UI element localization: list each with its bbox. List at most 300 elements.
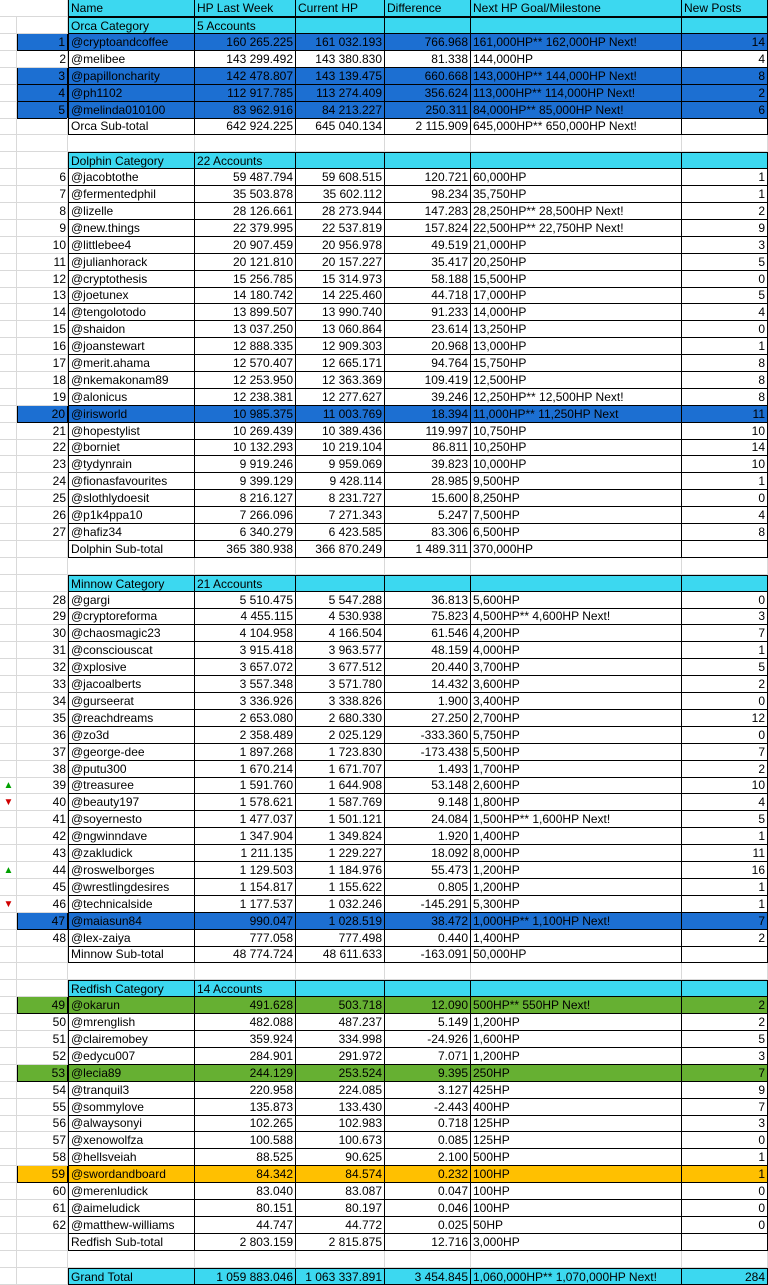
account-name[interactable]: @nkemakonam89 — [68, 372, 195, 389]
row-number[interactable]: 43 — [17, 845, 68, 862]
account-name[interactable]: @lizelle — [68, 203, 195, 220]
row-gutter[interactable] — [0, 761, 17, 778]
hp-last-week-cell[interactable]: 365 380.938 — [195, 541, 296, 558]
difference-cell[interactable]: 0.440 — [385, 930, 471, 947]
row-number[interactable]: 46 — [17, 896, 68, 913]
row-number[interactable] — [17, 558, 68, 575]
new-posts-cell[interactable] — [682, 946, 768, 963]
row-number[interactable]: 22 — [17, 439, 68, 456]
row-gutter[interactable] — [0, 541, 17, 558]
hp-last-week-cell[interactable]: 3 557.348 — [195, 676, 296, 693]
row-number[interactable]: 39 — [17, 777, 68, 794]
row-number[interactable]: 40 — [17, 794, 68, 811]
row-number[interactable]: 31 — [17, 642, 68, 659]
difference-cell[interactable]: 61.546 — [385, 625, 471, 642]
difference-cell[interactable]: 14.432 — [385, 676, 471, 693]
difference-cell[interactable]: 766.968 — [385, 34, 471, 51]
difference-cell[interactable]: 75.823 — [385, 608, 471, 625]
hp-last-week-cell[interactable]: 1 154.817 — [195, 879, 296, 896]
row-number[interactable]: 12 — [17, 271, 68, 288]
next-goal-cell[interactable]: 3,000HP — [471, 1234, 682, 1251]
row-gutter[interactable] — [0, 287, 17, 304]
current-hp-cell[interactable]: 161 032.193 — [296, 34, 385, 51]
account-name[interactable]: @tranquil3 — [68, 1082, 195, 1099]
current-hp-cell[interactable]: 20 956.978 — [296, 237, 385, 254]
row-gutter[interactable] — [0, 811, 17, 828]
account-name[interactable]: @hafiz34 — [68, 524, 195, 541]
row-gutter[interactable] — [0, 1048, 17, 1065]
account-name[interactable]: @okarun — [68, 997, 195, 1014]
difference-cell[interactable]: 356.624 — [385, 85, 471, 102]
row-gutter[interactable] — [0, 828, 17, 845]
account-name[interactable]: @fermentedphil — [68, 186, 195, 203]
current-hp-cell[interactable]: 15 314.973 — [296, 271, 385, 288]
current-hp-cell[interactable]: 1 587.769 — [296, 794, 385, 811]
row-gutter[interactable] — [0, 473, 17, 490]
next-goal-cell[interactable]: 250HP — [471, 1065, 682, 1082]
difference-cell[interactable]: -2.443 — [385, 1099, 471, 1116]
next-goal-cell[interactable]: 6,500HP — [471, 524, 682, 541]
row-number[interactable] — [17, 946, 68, 963]
row-gutter[interactable] — [0, 980, 17, 997]
difference-cell[interactable]: 20.968 — [385, 338, 471, 355]
current-hp-cell[interactable]: 133.430 — [296, 1099, 385, 1116]
new-posts-cell[interactable]: 1 — [682, 1149, 768, 1166]
current-hp-cell[interactable]: 10 389.436 — [296, 423, 385, 440]
row-number[interactable]: 59 — [17, 1166, 68, 1183]
row-gutter[interactable] — [0, 220, 17, 237]
hp-last-week-cell[interactable]: 359.924 — [195, 1031, 296, 1048]
row-number[interactable]: 24 — [17, 473, 68, 490]
account-name[interactable]: @alonicus — [68, 389, 195, 406]
row-gutter[interactable] — [0, 152, 17, 169]
row-gutter[interactable] — [0, 1082, 17, 1099]
next-goal-cell[interactable]: 15,750HP — [471, 355, 682, 372]
hp-last-week-cell[interactable]: 1 129.503 — [195, 862, 296, 879]
next-goal-cell[interactable]: 400HP — [471, 1099, 682, 1116]
next-goal-cell[interactable]: 1,060,000HP** 1,070,000HP Next! — [471, 1268, 682, 1285]
row-number[interactable] — [17, 1251, 68, 1268]
row-number[interactable] — [17, 17, 68, 34]
row-gutter[interactable] — [0, 169, 17, 186]
current-hp-cell[interactable]: 90.625 — [296, 1149, 385, 1166]
row-gutter[interactable] — [0, 1200, 17, 1217]
hp-last-week-cell[interactable]: 88.525 — [195, 1149, 296, 1166]
next-goal-cell[interactable]: 5,750HP — [471, 727, 682, 744]
new-posts-cell[interactable]: 9 — [682, 1082, 768, 1099]
new-posts-cell[interactable]: 1 — [682, 642, 768, 659]
row-gutter[interactable] — [0, 186, 17, 203]
category-cell[interactable] — [682, 152, 768, 169]
next-goal-cell[interactable]: 370,000HP — [471, 541, 682, 558]
subtotal-label[interactable]: Dolphin Sub-total — [68, 541, 195, 558]
empty-cell[interactable] — [296, 135, 385, 152]
next-goal-cell[interactable]: 20,250HP — [471, 254, 682, 271]
current-hp-cell[interactable]: 8 231.727 — [296, 490, 385, 507]
difference-cell[interactable]: 0.046 — [385, 1200, 471, 1217]
new-posts-cell[interactable]: 14 — [682, 34, 768, 51]
new-posts-cell[interactable]: 1 — [682, 828, 768, 845]
next-goal-cell[interactable]: 125HP — [471, 1115, 682, 1132]
row-number[interactable]: 30 — [17, 625, 68, 642]
difference-cell[interactable]: 53.148 — [385, 777, 471, 794]
hp-last-week-cell[interactable]: 4 104.958 — [195, 625, 296, 642]
row-number[interactable]: 1 — [17, 34, 68, 51]
difference-cell[interactable]: 44.718 — [385, 287, 471, 304]
row-gutter[interactable] — [0, 625, 17, 642]
difference-cell[interactable]: -333.360 — [385, 727, 471, 744]
row-number[interactable]: 14 — [17, 304, 68, 321]
hp-last-week-cell[interactable]: 9 399.129 — [195, 473, 296, 490]
hp-last-week-cell[interactable]: 1 059 883.046 — [195, 1268, 296, 1285]
new-posts-cell[interactable]: 4 — [682, 507, 768, 524]
current-hp-cell[interactable]: 291.972 — [296, 1048, 385, 1065]
account-name[interactable]: @julianhorack — [68, 254, 195, 271]
current-hp-cell[interactable]: 11 003.769 — [296, 406, 385, 423]
difference-cell[interactable]: 49.519 — [385, 237, 471, 254]
row-number[interactable]: 5 — [17, 102, 68, 119]
category-count[interactable]: 14 Accounts — [195, 980, 296, 997]
new-posts-cell[interactable]: 1 — [682, 879, 768, 896]
new-posts-cell[interactable]: 0 — [682, 271, 768, 288]
difference-cell[interactable]: 3 454.845 — [385, 1268, 471, 1285]
difference-cell[interactable]: 147.283 — [385, 203, 471, 220]
header-current-hp[interactable]: Current HP — [296, 0, 385, 17]
header-difference[interactable]: Difference — [385, 0, 471, 17]
row-number[interactable]: 60 — [17, 1183, 68, 1200]
row-gutter[interactable] — [0, 406, 17, 423]
next-goal-cell[interactable]: 3,600HP — [471, 676, 682, 693]
account-name[interactable]: @joanstewart — [68, 338, 195, 355]
row-gutter[interactable] — [0, 51, 17, 68]
current-hp-cell[interactable]: 1 184.976 — [296, 862, 385, 879]
account-name[interactable]: @tengolotodo — [68, 304, 195, 321]
row-gutter[interactable] — [0, 203, 17, 220]
next-goal-cell[interactable]: 17,000HP — [471, 287, 682, 304]
next-goal-cell[interactable]: 50HP — [471, 1217, 682, 1234]
account-name[interactable]: @shaidon — [68, 321, 195, 338]
difference-cell[interactable]: 28.985 — [385, 473, 471, 490]
difference-cell[interactable]: 81.338 — [385, 51, 471, 68]
row-gutter[interactable] — [0, 963, 17, 980]
hp-last-week-cell[interactable]: 1 670.214 — [195, 761, 296, 778]
row-gutter[interactable] — [0, 1217, 17, 1234]
difference-cell[interactable]: 5.247 — [385, 507, 471, 524]
current-hp-cell[interactable]: 83.087 — [296, 1183, 385, 1200]
new-posts-cell[interactable]: 2 — [682, 203, 768, 220]
row-number[interactable]: 28 — [17, 592, 68, 609]
new-posts-cell[interactable]: 5 — [682, 287, 768, 304]
category-cell[interactable] — [296, 980, 385, 997]
hp-last-week-cell[interactable]: 2 653.080 — [195, 710, 296, 727]
difference-cell[interactable]: 109.419 — [385, 372, 471, 389]
hp-last-week-cell[interactable]: 12 888.335 — [195, 338, 296, 355]
next-goal-cell[interactable]: 13,250HP — [471, 321, 682, 338]
new-posts-cell[interactable]: 7 — [682, 625, 768, 642]
current-hp-cell[interactable]: 143 139.475 — [296, 68, 385, 85]
category-count[interactable]: 22 Accounts — [195, 152, 296, 169]
current-hp-cell[interactable]: 13 060.864 — [296, 321, 385, 338]
row-gutter[interactable] — [0, 710, 17, 727]
row-gutter[interactable] — [0, 558, 17, 575]
account-name[interactable]: @cryptoandcoffee — [68, 34, 195, 51]
difference-cell[interactable]: 55.473 — [385, 862, 471, 879]
row-number[interactable]: 48 — [17, 930, 68, 947]
header-next-goal[interactable]: Next HP Goal/Milestone — [471, 0, 682, 17]
empty-cell[interactable] — [68, 1251, 195, 1268]
new-posts-cell[interactable]: 5 — [682, 811, 768, 828]
row-gutter[interactable] — [0, 1268, 17, 1285]
row-number[interactable]: 23 — [17, 456, 68, 473]
account-name[interactable]: @ngwinndave — [68, 828, 195, 845]
hp-last-week-cell[interactable]: 642 924.225 — [195, 118, 296, 135]
account-name[interactable]: @maiasun84 — [68, 913, 195, 930]
category-cell[interactable] — [471, 152, 682, 169]
difference-cell[interactable]: 18.394 — [385, 406, 471, 423]
next-goal-cell[interactable]: 3,400HP — [471, 693, 682, 710]
current-hp-cell[interactable]: 12 909.303 — [296, 338, 385, 355]
row-number[interactable]: 6 — [17, 169, 68, 186]
hp-last-week-cell[interactable]: 1 578.621 — [195, 794, 296, 811]
account-name[interactable]: @wrestlingdesires — [68, 879, 195, 896]
empty-cell[interactable] — [68, 558, 195, 575]
account-name[interactable]: @zakludick — [68, 845, 195, 862]
row-gutter[interactable] — [0, 439, 17, 456]
category-cell[interactable] — [385, 980, 471, 997]
next-goal-cell[interactable]: 5,500HP — [471, 744, 682, 761]
account-name[interactable]: @fionasfavourites — [68, 473, 195, 490]
new-posts-cell[interactable]: 7 — [682, 913, 768, 930]
account-name[interactable]: @edycu007 — [68, 1048, 195, 1065]
account-name[interactable]: @xplosive — [68, 659, 195, 676]
next-goal-cell[interactable]: 12,250HP** 12,500HP Next! — [471, 389, 682, 406]
account-name[interactable]: @melibee — [68, 51, 195, 68]
hp-last-week-cell[interactable]: 80.151 — [195, 1200, 296, 1217]
row-number[interactable]: 53 — [17, 1065, 68, 1082]
current-hp-cell[interactable]: 2 680.330 — [296, 710, 385, 727]
row-number[interactable] — [17, 152, 68, 169]
difference-cell[interactable]: 1.900 — [385, 693, 471, 710]
current-hp-cell[interactable]: 12 363.369 — [296, 372, 385, 389]
new-posts-cell[interactable] — [682, 541, 768, 558]
corner-cell[interactable] — [0, 0, 68, 17]
current-hp-cell[interactable]: 2 025.129 — [296, 727, 385, 744]
row-gutter[interactable] — [0, 355, 17, 372]
row-number[interactable]: 19 — [17, 389, 68, 406]
row-gutter[interactable] — [0, 321, 17, 338]
difference-cell[interactable]: 38.472 — [385, 913, 471, 930]
current-hp-cell[interactable]: 3 571.780 — [296, 676, 385, 693]
empty-cell[interactable] — [195, 135, 296, 152]
difference-cell[interactable]: 58.188 — [385, 271, 471, 288]
hp-last-week-cell[interactable]: 142 478.807 — [195, 68, 296, 85]
difference-cell[interactable]: 9.395 — [385, 1065, 471, 1082]
current-hp-cell[interactable]: 59 608.515 — [296, 169, 385, 186]
account-name[interactable]: @jacobtothe — [68, 169, 195, 186]
next-goal-cell[interactable]: 15,500HP — [471, 271, 682, 288]
row-gutter[interactable] — [0, 85, 17, 102]
row-number[interactable]: 20 — [17, 406, 68, 423]
next-goal-cell[interactable]: 84,000HP** 85,000HP Next! — [471, 102, 682, 119]
row-number[interactable]: 49 — [17, 997, 68, 1014]
next-goal-cell[interactable]: 8,000HP — [471, 845, 682, 862]
empty-cell[interactable] — [682, 1251, 768, 1268]
row-number[interactable]: 52 — [17, 1048, 68, 1065]
new-posts-cell[interactable]: 5 — [682, 1031, 768, 1048]
difference-cell[interactable]: 91.233 — [385, 304, 471, 321]
next-goal-cell[interactable]: 11,000HP** 11,250HP Next — [471, 406, 682, 423]
row-gutter[interactable] — [0, 575, 17, 592]
new-posts-cell[interactable]: 1 — [682, 169, 768, 186]
row-number[interactable]: 55 — [17, 1099, 68, 1116]
current-hp-cell[interactable]: 10 219.104 — [296, 439, 385, 456]
next-goal-cell[interactable]: 28,250HP** 28,500HP Next! — [471, 203, 682, 220]
row-number[interactable]: 54 — [17, 1082, 68, 1099]
hp-last-week-cell[interactable]: 100.588 — [195, 1132, 296, 1149]
row-number[interactable]: 25 — [17, 490, 68, 507]
current-hp-cell[interactable]: 113 274.409 — [296, 85, 385, 102]
account-name[interactable]: @xenowolfza — [68, 1132, 195, 1149]
next-goal-cell[interactable]: 125HP — [471, 1132, 682, 1149]
next-goal-cell[interactable]: 4,000HP — [471, 642, 682, 659]
next-goal-cell[interactable]: 13,000HP — [471, 338, 682, 355]
new-posts-cell[interactable]: 5 — [682, 254, 768, 271]
new-posts-cell[interactable]: 12 — [682, 710, 768, 727]
new-posts-cell[interactable]: 8 — [682, 372, 768, 389]
empty-cell[interactable] — [682, 963, 768, 980]
row-number[interactable]: 7 — [17, 186, 68, 203]
row-gutter[interactable] — [0, 17, 17, 34]
subtotal-label[interactable]: Minnow Sub-total — [68, 946, 195, 963]
next-goal-cell[interactable]: 9,500HP — [471, 473, 682, 490]
hp-last-week-cell[interactable]: 2 803.159 — [195, 1234, 296, 1251]
difference-cell[interactable]: 23.614 — [385, 321, 471, 338]
row-gutter[interactable] — [0, 338, 17, 355]
current-hp-cell[interactable]: 1 229.227 — [296, 845, 385, 862]
difference-cell[interactable]: 35.417 — [385, 254, 471, 271]
hp-last-week-cell[interactable]: 22 379.995 — [195, 220, 296, 237]
difference-cell[interactable]: 3.127 — [385, 1082, 471, 1099]
next-goal-cell[interactable]: 1,400HP — [471, 930, 682, 947]
row-gutter[interactable] — [0, 930, 17, 947]
new-posts-cell[interactable]: 3 — [682, 1115, 768, 1132]
empty-cell[interactable] — [68, 963, 195, 980]
hp-last-week-cell[interactable]: 284.901 — [195, 1048, 296, 1065]
row-gutter[interactable] — [0, 1099, 17, 1116]
row-gutter[interactable] — [0, 676, 17, 693]
difference-cell[interactable]: 39.246 — [385, 389, 471, 406]
next-goal-cell[interactable]: 5,600HP — [471, 592, 682, 609]
difference-cell[interactable]: 120.721 — [385, 169, 471, 186]
difference-cell[interactable]: 157.824 — [385, 220, 471, 237]
difference-cell[interactable]: 15.600 — [385, 490, 471, 507]
category-count[interactable]: 21 Accounts — [195, 575, 296, 592]
hp-last-week-cell[interactable]: 3 915.418 — [195, 642, 296, 659]
new-posts-cell[interactable]: 0 — [682, 1132, 768, 1149]
hp-last-week-cell[interactable]: 777.058 — [195, 930, 296, 947]
row-number[interactable]: 15 — [17, 321, 68, 338]
row-gutter[interactable] — [0, 118, 17, 135]
difference-cell[interactable]: 83.306 — [385, 524, 471, 541]
empty-cell[interactable] — [471, 558, 682, 575]
current-hp-cell[interactable]: 12 277.627 — [296, 389, 385, 406]
category-cell[interactable] — [682, 17, 768, 34]
new-posts-cell[interactable]: 0 — [682, 1200, 768, 1217]
grand-total-label[interactable]: Grand Total — [68, 1268, 195, 1285]
row-number[interactable]: 4 — [17, 85, 68, 102]
new-posts-cell[interactable]: 1 — [682, 473, 768, 490]
next-goal-cell[interactable]: 1,600HP — [471, 1031, 682, 1048]
category-cell[interactable] — [385, 575, 471, 592]
current-hp-cell[interactable]: 102.983 — [296, 1115, 385, 1132]
account-name[interactable]: @aimeludick — [68, 1200, 195, 1217]
difference-cell[interactable]: 86.811 — [385, 439, 471, 456]
current-hp-cell[interactable]: 100.673 — [296, 1132, 385, 1149]
row-number[interactable] — [17, 135, 68, 152]
row-gutter[interactable] — [0, 1115, 17, 1132]
hp-last-week-cell[interactable]: 8 216.127 — [195, 490, 296, 507]
new-posts-cell[interactable]: 3 — [682, 1048, 768, 1065]
hp-last-week-cell[interactable]: 1 591.760 — [195, 777, 296, 794]
account-name[interactable]: @irisworld — [68, 406, 195, 423]
row-gutter[interactable] — [0, 372, 17, 389]
account-name[interactable]: @sommylove — [68, 1099, 195, 1116]
account-name[interactable]: @gargi — [68, 592, 195, 609]
hp-last-week-cell[interactable]: 28 126.661 — [195, 203, 296, 220]
account-name[interactable]: @george-dee — [68, 744, 195, 761]
row-number[interactable] — [17, 980, 68, 997]
next-goal-cell[interactable]: 4,500HP** 4,600HP Next! — [471, 608, 682, 625]
next-goal-cell[interactable]: 1,200HP — [471, 879, 682, 896]
new-posts-cell[interactable] — [682, 118, 768, 135]
next-goal-cell[interactable]: 113,000HP** 114,000HP Next! — [471, 85, 682, 102]
new-posts-cell[interactable]: 8 — [682, 355, 768, 372]
row-number[interactable] — [17, 541, 68, 558]
next-goal-cell[interactable]: 14,000HP — [471, 304, 682, 321]
next-goal-cell[interactable]: 144,000HP — [471, 51, 682, 68]
hp-last-week-cell[interactable]: 20 907.459 — [195, 237, 296, 254]
hp-last-week-cell[interactable]: 5 510.475 — [195, 592, 296, 609]
difference-cell[interactable]: 0.025 — [385, 1217, 471, 1234]
row-number[interactable]: 34 — [17, 693, 68, 710]
empty-cell[interactable] — [471, 135, 682, 152]
header-hp-last-week[interactable]: HP Last Week — [195, 0, 296, 17]
row-number[interactable]: 3 — [17, 68, 68, 85]
next-goal-cell[interactable]: 60,000HP — [471, 169, 682, 186]
current-hp-cell[interactable]: 4 530.938 — [296, 608, 385, 625]
current-hp-cell[interactable]: 7 271.343 — [296, 507, 385, 524]
category-count[interactable]: 5 Accounts — [195, 17, 296, 34]
category-cell[interactable] — [385, 17, 471, 34]
next-goal-cell[interactable]: 22,500HP** 22,750HP Next! — [471, 220, 682, 237]
new-posts-cell[interactable]: 0 — [682, 490, 768, 507]
current-hp-cell[interactable]: 5 547.288 — [296, 592, 385, 609]
hp-last-week-cell[interactable]: 14 180.742 — [195, 287, 296, 304]
row-gutter[interactable] — [0, 1031, 17, 1048]
current-hp-cell[interactable]: 9 959.069 — [296, 456, 385, 473]
account-name[interactable]: @treasuree — [68, 777, 195, 794]
hp-last-week-cell[interactable]: 1 897.268 — [195, 744, 296, 761]
hp-last-week-cell[interactable]: 244.129 — [195, 1065, 296, 1082]
next-goal-cell[interactable]: 4,200HP — [471, 625, 682, 642]
row-gutter[interactable] — [0, 507, 17, 524]
hp-last-week-cell[interactable]: 990.047 — [195, 913, 296, 930]
row-gutter[interactable] — [0, 659, 17, 676]
row-number[interactable]: 47 — [17, 913, 68, 930]
new-posts-cell[interactable]: 2 — [682, 676, 768, 693]
account-name[interactable]: @swordandboard — [68, 1166, 195, 1183]
current-hp-cell[interactable]: 13 990.740 — [296, 304, 385, 321]
